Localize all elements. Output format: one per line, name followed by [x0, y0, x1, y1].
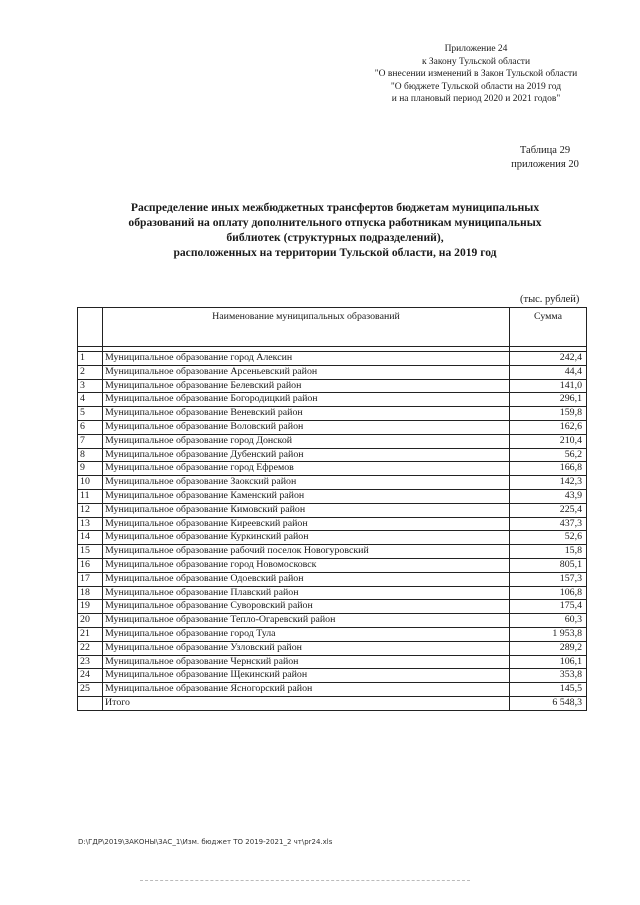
row-number: 3 [78, 379, 103, 393]
transfers-table [77, 307, 587, 711]
row-sum: 106,8 [510, 586, 587, 600]
row-sum: 52,6 [510, 531, 587, 545]
row-number: 20 [78, 614, 103, 628]
row-sum: 210,4 [510, 434, 587, 448]
row-name: Муниципальное образование Киреевский район [103, 517, 510, 531]
row-number: 5 [78, 407, 103, 421]
title-line-1: Распределение иных межбюджетных трансфертов бюджетам муниципальных [130, 201, 540, 214]
row-name: Муниципальное образование город Алексин [103, 352, 510, 366]
table-row [78, 586, 587, 600]
row-name: Муниципальное образование Одоевский район [103, 572, 510, 586]
table-row [78, 683, 587, 697]
table-row [78, 352, 587, 366]
row-number: 19 [78, 600, 103, 614]
row-name: Муниципальное образование город Тула [103, 627, 510, 641]
table-row [78, 407, 587, 421]
row-name: Муниципальное образование Богородицкий район [103, 393, 510, 407]
row-sum: 296,1 [510, 393, 587, 407]
row-sum: 60,3 [510, 614, 587, 628]
row-name: Муниципальное образование Узловский район [103, 641, 510, 655]
annex-line-3: "О внесении изменений в Закон Тульской области [374, 69, 578, 80]
table-row [78, 365, 587, 379]
row-name: Муниципальное образование Куркинский район [103, 531, 510, 545]
row-number: 9 [78, 462, 103, 476]
total-number-cell [78, 696, 103, 710]
table-ref-line-1: Таблица 29 [519, 145, 571, 156]
header-name-cell: Наименование муниципальных образований [103, 308, 510, 347]
row-sum: 43,9 [510, 489, 587, 503]
row-sum: 437,3 [510, 517, 587, 531]
row-number: 25 [78, 683, 103, 697]
annex-line-1: Приложение 24 [444, 44, 508, 54]
row-number: 12 [78, 503, 103, 517]
header-sum-cell: Сумма [510, 308, 587, 347]
row-sum: 145,5 [510, 683, 587, 697]
title-line-2: образований на оплату дополнительного отпуска работникам муниципальных [128, 216, 542, 229]
row-number: 8 [78, 448, 103, 462]
row-sum: 225,4 [510, 503, 587, 517]
table-row [78, 503, 587, 517]
row-number: 22 [78, 641, 103, 655]
row-sum: 44,4 [510, 365, 587, 379]
table-row [78, 669, 587, 683]
table-row [78, 393, 587, 407]
row-number: 14 [78, 531, 103, 545]
row-name: Муниципальное образование Чернский район [103, 655, 510, 669]
total-row [78, 696, 587, 710]
row-number: 6 [78, 420, 103, 434]
row-name: Муниципальное образование Кимовский район [103, 503, 510, 517]
row-number: 1 [78, 352, 103, 366]
annex-line-5: и на плановый период 2020 и 2021 годов" [391, 94, 561, 105]
row-sum: 175,4 [510, 600, 587, 614]
table-row [78, 614, 587, 628]
row-sum: 106,1 [510, 655, 587, 669]
row-name: Муниципальное образование Воловский район [103, 420, 510, 434]
table-row [78, 655, 587, 669]
bottom-divider [140, 880, 470, 881]
row-name: Муниципальное образование Веневский район [103, 407, 510, 421]
row-name: Муниципальное образование Тепло-Огаревский район [103, 614, 510, 628]
row-number: 11 [78, 489, 103, 503]
table-row [78, 600, 587, 614]
table-row [78, 641, 587, 655]
row-sum: 805,1 [510, 558, 587, 572]
row-number: 2 [78, 365, 103, 379]
row-sum: 1 953,8 [510, 627, 587, 641]
row-number: 23 [78, 655, 103, 669]
row-name: Муниципальное образование Заокский район [103, 476, 510, 490]
table-row [78, 531, 587, 545]
table-reference [490, 144, 600, 171]
row-name: Муниципальное образование Дубенский район [103, 448, 510, 462]
row-sum: 242,4 [510, 352, 587, 366]
header-number-cell [78, 308, 103, 347]
row-number: 13 [78, 517, 103, 531]
table-row [78, 434, 587, 448]
row-sum: 157,3 [510, 572, 587, 586]
row-number: 21 [78, 627, 103, 641]
row-number: 7 [78, 434, 103, 448]
total-label: Итого [103, 696, 510, 710]
row-name: Муниципальное образование город Ефремов [103, 462, 510, 476]
annex-line-2: к Закону Тульской области [421, 56, 531, 67]
table-body [78, 347, 587, 697]
row-sum: 289,2 [510, 641, 587, 655]
row-name: Муниципальное образование Арсеньевский район [103, 365, 510, 379]
row-name: Муниципальное образование Белевский район [103, 379, 510, 393]
table-ref-line-2: приложения 20 [511, 158, 579, 170]
row-number: 10 [78, 476, 103, 490]
file-path-footer: D:\ГДР\2019\ЗАКОНЫ\ЗАС_1\Изм. бюджет ТО 2019-2021_2 чт\pr24.xls [78, 838, 333, 846]
table-row [78, 517, 587, 531]
units-label: (тыс. рублей) [520, 294, 580, 305]
row-name: Муниципальное образование город Донской [103, 434, 510, 448]
row-sum: 141,0 [510, 379, 587, 393]
row-sum: 15,8 [510, 545, 587, 559]
row-sum: 56,2 [510, 448, 587, 462]
row-number: 4 [78, 393, 103, 407]
row-sum: 353,8 [510, 669, 587, 683]
table-row [78, 572, 587, 586]
annex-header [352, 43, 600, 106]
table-row [78, 379, 587, 393]
annex-line-4: "О бюджете Тульской области на 2019 год [390, 81, 562, 92]
row-name: Муниципальное образование Суворовский район [103, 600, 510, 614]
row-name: Муниципальное образование рабочий поселок Новогуровский [103, 545, 510, 559]
row-name: Муниципальное образование город Новомосковск [103, 558, 510, 572]
title-line-3: библиотек (структурных подразделений), [226, 231, 444, 244]
row-name: Муниципальное образование Каменский район [103, 489, 510, 503]
row-name: Муниципальное образование Ясногорский район [103, 683, 510, 697]
row-number: 24 [78, 669, 103, 683]
row-number: 15 [78, 545, 103, 559]
table-header-row [78, 308, 587, 347]
total-sum: 6 548,3 [510, 696, 587, 710]
table-row [78, 462, 587, 476]
row-sum: 159,8 [510, 407, 587, 421]
table-row [78, 545, 587, 559]
table-row [78, 489, 587, 503]
row-sum: 166,8 [510, 462, 587, 476]
row-name: Муниципальное образование Плавский район [103, 586, 510, 600]
row-name: Муниципальное образование Щекинский район [103, 669, 510, 683]
row-sum: 162,6 [510, 420, 587, 434]
row-number: 16 [78, 558, 103, 572]
row-number: 17 [78, 572, 103, 586]
table-row [78, 476, 587, 490]
row-number: 18 [78, 586, 103, 600]
table-row [78, 420, 587, 434]
table-row [78, 558, 587, 572]
document-title [100, 200, 570, 260]
title-line-4: расположенных на территории Тульской области, на 2019 год [173, 246, 497, 259]
table-row [78, 448, 587, 462]
table-row [78, 627, 587, 641]
row-sum: 142,3 [510, 476, 587, 490]
